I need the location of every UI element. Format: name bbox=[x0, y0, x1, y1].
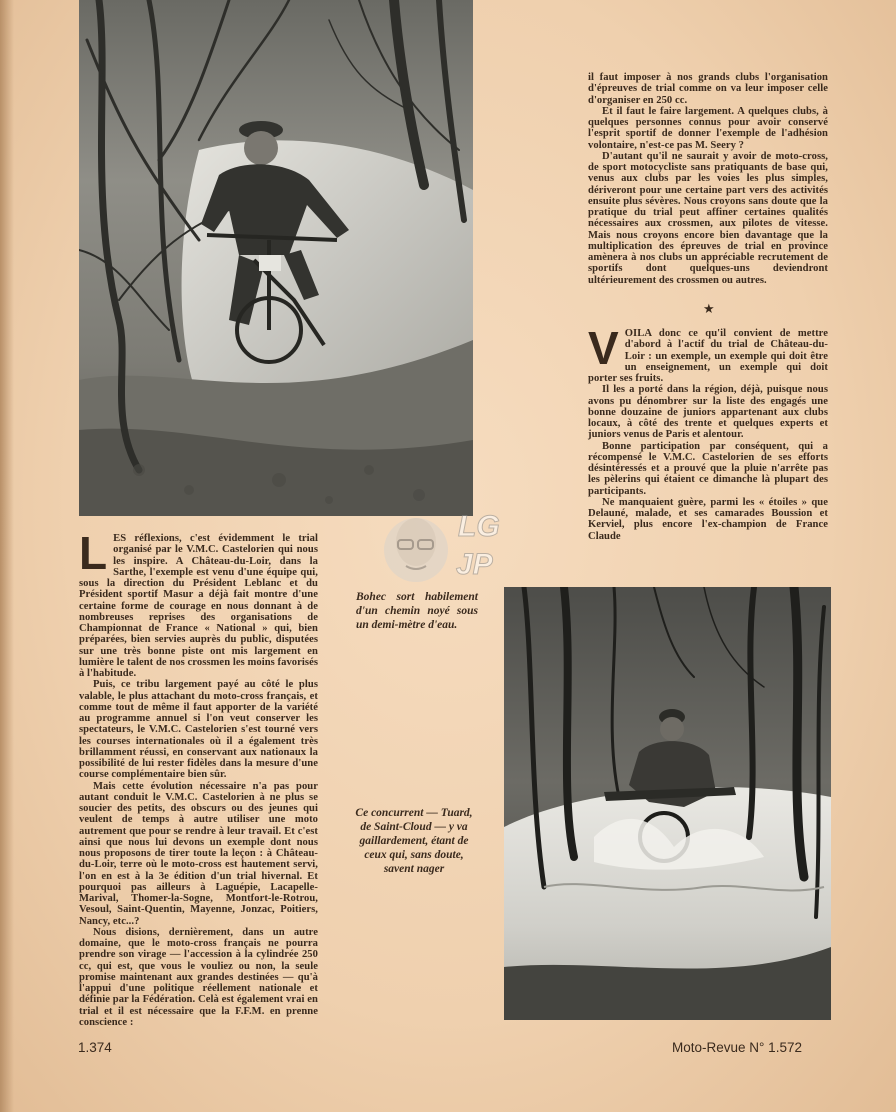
article-left-column bbox=[79, 527, 318, 1028]
page-number: 1.374 bbox=[78, 1040, 112, 1055]
paragraph: Mais cette évolution nécessaire n'a pas pour autant conduit le V.M.C. Castelorien à ne plus se soucier des petits, des obscurs ou des jeunes qui veulent de temps à autre utiliser une moto autrement que pour se rendre à leur travail. Et c'est ainsi que nous lui devons un exemple dont nous nous proposons de tirer toute la leçon : à Château-du-Loir, terre où le moto-cross est hautement servi, l'on en est à la 3e édition d'un trial hivernal. Et pourquoi pas ailleurs à Laguépie, Lacapelle-Marival, Thomer-la-Sogne, Montfort-le-Rotrou, Vesoul, Saint-Quentin, Mayenne, Jonzac, Poitiers, Nancy, etc...? bbox=[79, 780, 318, 927]
paragraph: Ne manquaient guère, parmi les « étoiles » que Delauné, malade, et ses camarades Boussion et Kerviel, plus encore l'ex-champion de France Claude bbox=[588, 496, 828, 542]
photo-rider-splashing-water bbox=[504, 587, 831, 1020]
page-edge-shadow bbox=[0, 0, 14, 1112]
watermark-text-top: LG bbox=[458, 510, 500, 543]
article-right-column-top bbox=[588, 72, 828, 286]
paragraph: D'autant qu'il ne saurait y avoir de moto-cross, de sport motocycliste sans pratiquants de base qui, venus aux clubs par les voies les plus simples, dériveront pour une certaine part vers des activités ensuite plus sévères. Nous croyons sans doute que la pratique du trial peut affiner certaines qualités nécessaires aux crossmen, aux pilotes de vitesse. Mais nous croyons encore bien davantage que la multiplication des épreuves de trial en province amènera à nos clubs un appréciable recrutement de sportifs dont quelques-uns deviendront ultérieurement des crossmen ou autres. bbox=[588, 150, 828, 286]
watermark-text-bottom: JP bbox=[456, 548, 493, 581]
watermark-logo bbox=[376, 510, 521, 600]
caption-photo-2: Ce concurrent — Tuard, de Saint-Cloud — y va gaillardement, étant de ceux qui, sans doute, savent nager bbox=[355, 807, 473, 875]
paragraph: Nous disions, dernièrement, dans un autre domaine, que le moto-cross français ne pourra prendre son virage — l'accession à la cylindrée 250 cc, qui est, que vous le vouliez ou non, la seule promise maintenant aux grandes destinées — qu'à l'appui d'une politique réellement nationale et définie par la Fédération. Celà est également vrai en trial et il est nécessaire que la F.F.M. en prenne conscience : bbox=[79, 926, 318, 1028]
paragraph: Il les a porté dans la région, déjà, puisque nous avons pu dénombrer sur la liste des engagés une bonne douzaine de juniors appartenant aux clubs locaux, à côté des trente et quelques experts et juniors venus de Paris et alentour. bbox=[588, 384, 828, 441]
paragraph: OILA donc ce qu'il convient de mettre d'abord à l'actif du trial de Château-du-Loir : un exemple, un exemple qui doit être un enseignement, un exemple qui doit porter ses fruits. bbox=[588, 328, 828, 384]
paragraph: Bonne participation par conséquent, qui a récompensé le V.M.C. Castelorien de ses efforts désintéressés et a prouvé que la pluie n'arrête pas les pèlerins qui étaient ce dimanche là plupart des participants. bbox=[588, 440, 828, 497]
magazine-issue: Moto-Revue N° 1.572 bbox=[672, 1040, 802, 1055]
photo-rider-flooded-path bbox=[79, 0, 473, 516]
paragraph: ES réflexions, c'est évidemment le trial organisé par le V.M.C. Castelorien qui nous les inspire. A Château-du-Loir, dans la Sarthe, l'exemple est venu d'une équipe qui, sous la direction du Président Leblanc et du Président sportif Masur a déjà fait montre d'une certaine forme de courage en nous donnant à de nombreuses reprises des organisations de Championnat de France « National » qui, bien préparées, bien servies auprès du public, disputées sur une très bonne piste ont mis largement en lumière le talent de nos crossmen les moins favorisés à l'habitude. bbox=[79, 533, 318, 679]
dropcap-l: L bbox=[79, 527, 108, 579]
paragraph: il faut imposer à nos grands clubs l'organisation d'épreuves de trial comme on va leur imposer celle d'organiser en 250 cc. bbox=[588, 72, 828, 106]
paragraph: Puis, ce tribu largement payé au côté le plus valable, le plus attachant du moto-cross français, et comme tout de même il faut apporter de la variété au programme annuel si l'on veut conserver les spectateurs, le V.M.C. Castelorien s'est tourné vers les courses internationales où il a également très brillamment réussi, en conservant aux nationaux la possibilité de lui rester fidèles dans la mesure d'une course complémentaire bien sûr. bbox=[79, 679, 318, 781]
dropcap-v: V bbox=[588, 322, 619, 374]
section-separator-star: ★ bbox=[703, 302, 715, 317]
paragraph: Et il faut le faire largement. A quelques clubs, à quelques personnes connus pour avoir conservé l'esprit sportif de donner l'exemple de l'adhésion volontaire, n'est-ce pas M. Seery ? bbox=[588, 105, 828, 151]
caption-photo-1: Bohec sort habilement d'un chemin noyé sous un demi-mètre d'eau. bbox=[356, 591, 478, 631]
article-right-column-bottom bbox=[588, 322, 828, 542]
